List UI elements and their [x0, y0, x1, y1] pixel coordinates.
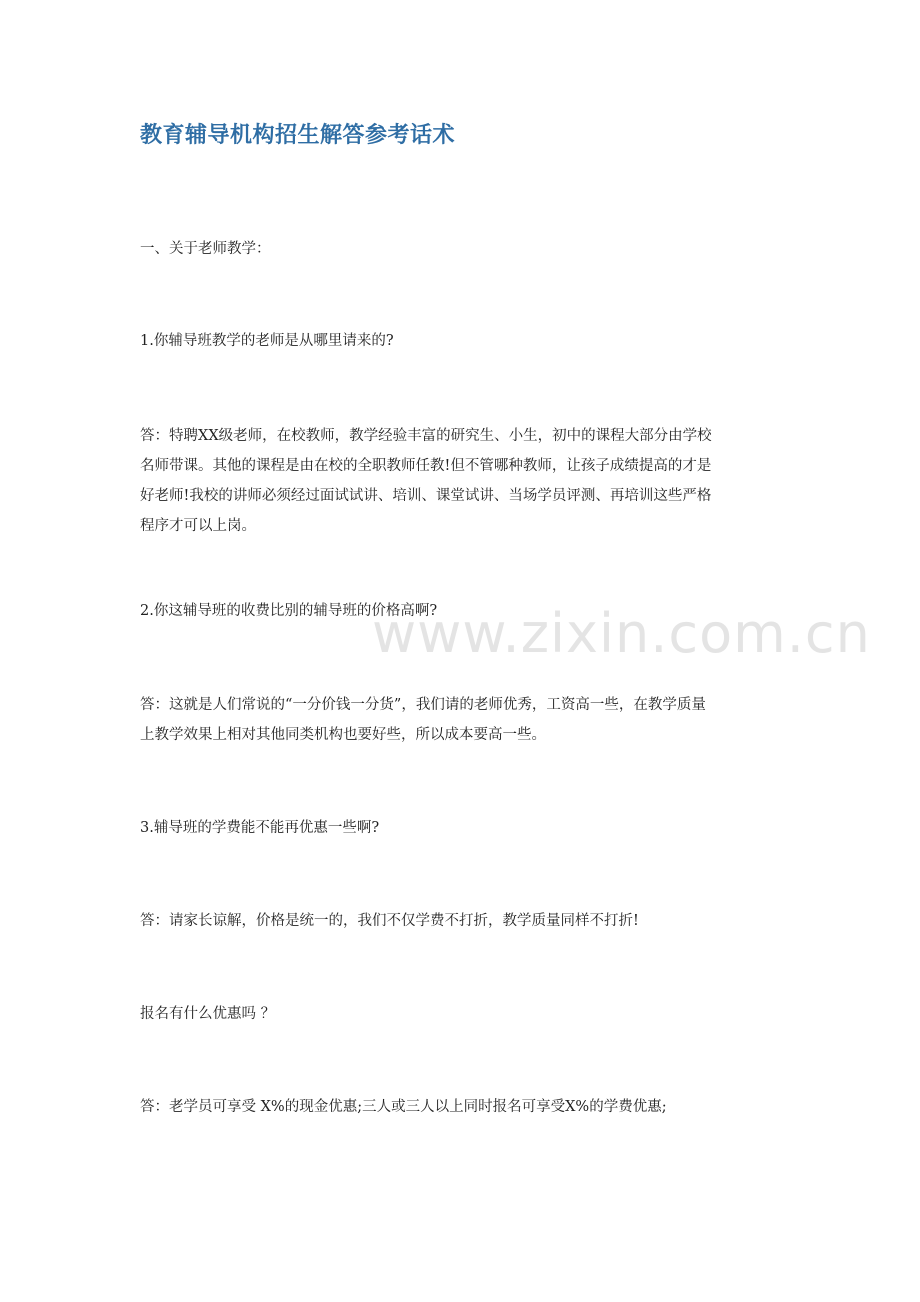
answer-2-line: 答：这就是人们常说的“一分价钱一分货”，我们请的老师优秀，工资高一些，在教学质量: [140, 697, 706, 713]
answer-1-line: 好老师!我校的讲师必须经过面试试讲、培训、课堂试讲、当场学员评测、再培训这些严格: [140, 488, 712, 504]
answer-1-line: 程序才可以上岗。: [140, 518, 256, 534]
answer-3: 答：请家长谅解，价格是统一的，我们不仅学费不打折，教学质量同样不打折!: [140, 913, 639, 929]
answer-1-line: 名师带课。其他的课程是由在校的全职教师任教!但不管哪种教师，让孩子成绩提高的才是: [140, 458, 712, 474]
question-1: 1.你辅导班教学的老师是从哪里请来的?: [140, 333, 394, 349]
answer-1-line: 答：特聘XX级老师，在校教师，教学经验丰富的研究生、小生，初中的课程大部分由学校: [140, 428, 712, 444]
answer-1: [140, 421, 785, 541]
answer-4: 答：老学员可享受 X%的现金优惠;三人或三人以上同时报名可享受X%的学费优惠;: [140, 1099, 667, 1115]
answer-2-line: 上教学效果上相对其他同类机构也要好些，所以成本要高一些。: [140, 727, 546, 743]
watermark: www.zixin.com.cn: [372, 602, 871, 665]
question-4: 报名有什么优惠吗 ？: [140, 1006, 276, 1022]
document-title: 教育辅导机构招生解答参考话术: [140, 122, 456, 148]
answer-2: [140, 690, 785, 750]
section-heading: 一、关于老师教学：: [140, 241, 271, 257]
question-2: 2.你这辅导班的收费比别的辅导班的价格高啊?: [140, 603, 438, 619]
question-3: 3.辅导班的学费能不能再优惠一些啊?: [140, 820, 380, 836]
